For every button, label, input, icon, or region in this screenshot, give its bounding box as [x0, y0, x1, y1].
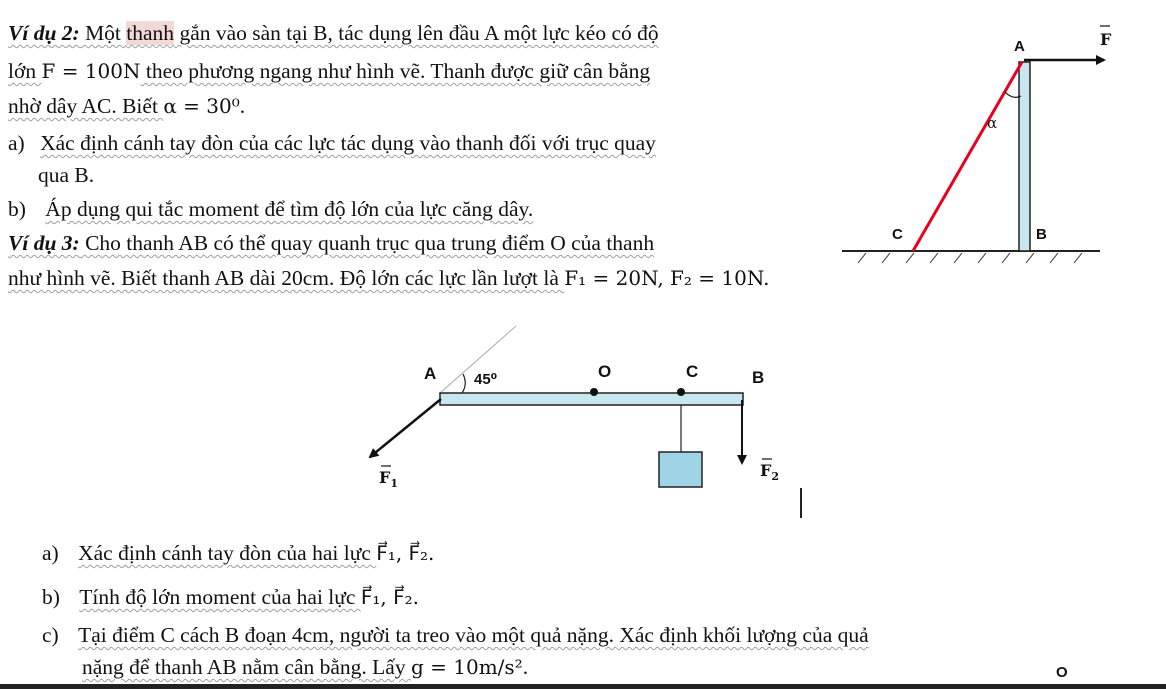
- vd2-title: Ví dụ 2:: [8, 21, 80, 45]
- question-text: Xác định cánh tay đòn của hai lực: [78, 541, 377, 565]
- fig2-label-f2: $F_2$: [760, 461, 780, 484]
- fig1-label-f: F: [1100, 30, 1112, 49]
- fig2-label-o: O: [598, 362, 612, 381]
- vd3-math: F₁ = 20N, F₂ = 10N.: [564, 266, 770, 290]
- question-math: g = 10m/s²: [410, 655, 523, 679]
- text-cursor: [800, 488, 802, 518]
- question-text: Tính độ lớn moment của hai lực: [79, 585, 361, 609]
- question-text: Áp dụng qui tắc moment để tìm độ lớn của lực căng dây.: [45, 197, 534, 221]
- vd3-text: Cho thanh AB có thể quay quanh trục qua trung điểm O của thanh: [79, 231, 655, 255]
- fig2-label-f1: $F_1$: [379, 468, 399, 491]
- rope-ac: [913, 62, 1022, 251]
- question-text: qua B.: [38, 163, 95, 187]
- question-label: c): [42, 623, 59, 647]
- angle-45-arc: [462, 374, 465, 393]
- vd2-text: lớn: [8, 59, 42, 83]
- question-text: Tại điểm C cách B đoạn 4cm, người ta treo vào một quả nặng. Xác định khối lượng của quả: [78, 623, 869, 647]
- point-o: [590, 388, 598, 396]
- vd2-math: F = 100N: [41, 59, 141, 83]
- question-text: nặng để thanh AB nằm cân bằng. Lấy: [82, 655, 411, 679]
- vd3-title: Ví dụ 3:: [8, 231, 80, 255]
- question-label: a): [8, 131, 25, 155]
- question-math: F⃗₁, F⃗₂.: [376, 541, 435, 565]
- question-label: b): [8, 197, 26, 221]
- question-label: b): [42, 585, 60, 609]
- fig1-label-b: B: [1036, 226, 1047, 243]
- hanging-weight: [659, 452, 702, 487]
- point-c: [677, 388, 685, 396]
- question-text: Xác định cánh tay đòn của các lực tác dụng vào thanh đối với trục quay: [40, 131, 656, 155]
- fig1-label-alpha: α: [987, 114, 998, 132]
- vd2-text: gắn vào sàn tại B, tác dụng lên đầu A một lực kéo có độ: [174, 21, 659, 45]
- vd2-text: nhờ dây AC. Biết: [8, 94, 164, 118]
- question-math: F⃗₁, F⃗₂.: [360, 585, 419, 609]
- fig1-label-c: C: [892, 226, 903, 243]
- vertical-rod: [1019, 62, 1030, 251]
- fig2-label-angle: 45⁰: [474, 371, 498, 388]
- fig1-label-a: A: [1014, 38, 1025, 55]
- force-f1-arrow: [370, 399, 441, 457]
- floor-hatching: [858, 253, 1082, 263]
- stray-o-label: O: [1056, 664, 1068, 681]
- vd2-text: .: [239, 94, 246, 118]
- fig2-label-a: A: [424, 364, 437, 383]
- vd2-text: Một: [79, 21, 127, 45]
- highlighted-word: thanh: [126, 21, 175, 45]
- figure-2: [370, 326, 772, 487]
- question-label: a): [42, 541, 59, 565]
- fig2-label-b: B: [752, 368, 765, 387]
- vd3-text: như hình vẽ. Biết thanh AB dài 20cm. Độ lớn các lực lần lượt là: [8, 266, 565, 290]
- bottom-edge-bar: [0, 684, 1166, 689]
- vd2-text: theo phương ngang như hình vẽ. Thanh được giữ cân bằng: [140, 59, 651, 83]
- figure-1: [842, 26, 1110, 263]
- vd2-math: α = 30⁰: [163, 94, 240, 118]
- fig2-label-c: C: [686, 362, 699, 381]
- question-text: .: [522, 655, 529, 679]
